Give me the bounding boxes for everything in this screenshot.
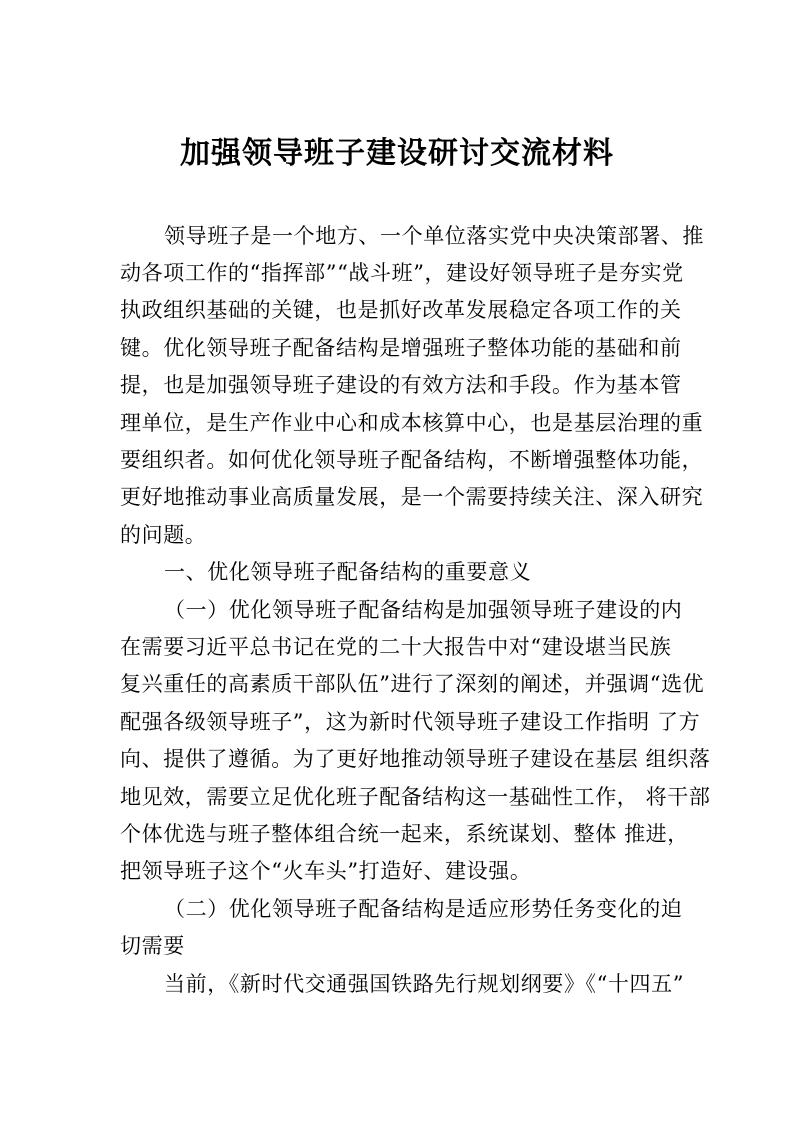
paragraph-line: 领导班子是一个地方、一个单位落实党中央决策部署、推 (164, 224, 704, 248)
paragraph-line: 复兴重任的高素质干部队伍”进行了深刻的阐述，并强调“选优 (120, 672, 705, 696)
paragraph-line: 更好地推动事业高质量发展，是一个需要持续关注、深入研究 (120, 485, 704, 509)
paragraph-line: 的问题。 (120, 523, 207, 547)
paragraph-line: 在需要习近平总书记在党的二十大报告中对“建设堪当民族 (120, 635, 672, 659)
document-title: 加强领导班子建设研讨交流材料 (180, 136, 614, 171)
paragraph-line: 配强各级领导班子”，这为新时代领导班子建设工作指明 了方 (120, 710, 701, 734)
paragraph-line: 个体优选与班子整体组合统一起来，系统谋划、整体 推进， (120, 822, 689, 846)
paragraph-line: 理单位，是生产作业中心和成本核算中心，也是基层治理的重 (120, 411, 704, 435)
paragraph-line: 把领导班子这个“火车头”打造好、建设强。 (120, 859, 532, 883)
subsection-heading: （二）优化领导班子配备结构是适应形势任务变化的迫 (164, 897, 683, 921)
section-heading: 一、优化领导班子配备结构的重要意义 (164, 560, 532, 584)
subsection-heading: （一）优化领导班子配备结构是加强领导班子建设的内 (164, 598, 683, 622)
paragraph-line: 向、提供了遵循。为了更好地推动领导班子建设在基层 组织落 (120, 747, 711, 771)
paragraph-line: 地见效，需要立足优化班子配备结构这一基础性工作， 将干部 (120, 785, 711, 809)
paragraph-line: 当前，《新时代交通强国铁路先行规划纲要》《“十四五” (164, 972, 685, 996)
paragraph-line: 要组织者。如何优化领导班子配备结构，不断增强整体功能， (120, 448, 704, 472)
paragraph-line: 执政组织基础的关键，也是抓好改革发展稳定各项工作的关 (120, 298, 682, 322)
paragraph-line: 切需要 (120, 934, 185, 958)
paragraph-line: 键。优化领导班子配备结构是增强班子整体功能的基础和前 (120, 336, 682, 360)
paragraph-line: 动各项工作的“指挥部”“战斗班”，建设好领导班子是夯实党 (120, 261, 684, 285)
paragraph-line: 提，也是加强领导班子建设的有效方法和手段。作为基本管 (120, 373, 682, 397)
